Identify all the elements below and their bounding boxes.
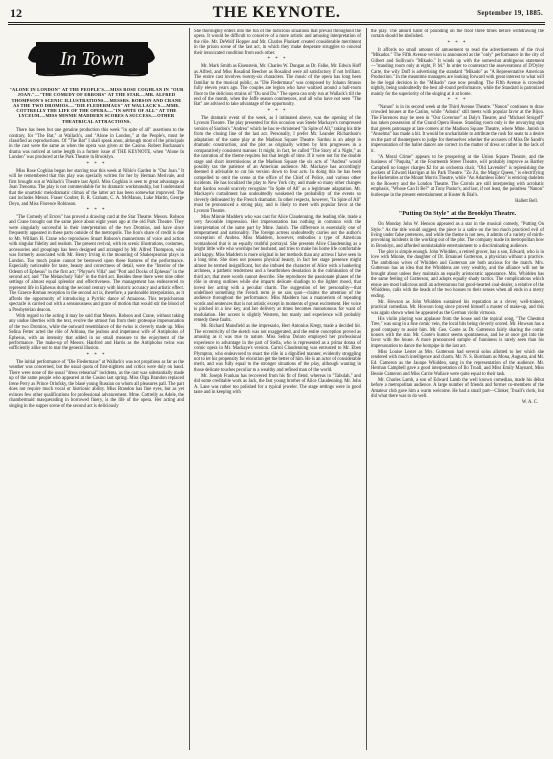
paragraph: It affords no small amount of amusement to read the advertisements of the rival "Mikados." The Fifth Avenue version is announced as the "only" performance in the city of Gilbert and Sullivan's "Mikado." It winds up with the somewhat ambiguous statement—"standing room only at eight, P. M." In order to counteract the asseverations of D'Oyley Carte, the wily Duff is advertising the standard "Mikado" as "A Representative American Production." In the meantime managers are looking forward with great interest to what will be the legal decision in the "Mikado" case now pending. The Fifth Avenue is crowded nightly, being undoubtedly the best all-round performance, while the Standard is patronized mainly for the superiority of the singing at it at home. — [371, 47, 544, 97]
paragraph: She thoroughly enters into the fun of the ludicrous situations that prevail throughout the opera. It would be difficult to conceive of a more artistic and amusing interpretation of the rôle. Mr. DeWolf Hopper and Mr. Charles Plunkett created considerable merriment in the prison scene of the last act, in which they make desperate struggles to conceal their intoxicated condition from each other. — [194, 29, 361, 56]
section-break: * * * — [86, 161, 107, 167]
section-break: * * * — [267, 57, 288, 63]
paragraph: Mr. Joseph Frankau has recovered from his fit of fiend, whereas in "Tabulah," and did some creditable work as Jack, the fast young brother of Alice Claudenning. Mr. John A. Lane was rather too polished for a typical jeweler. The stage settings were in good taste and in keeping with — [194, 373, 361, 396]
paragraph: the play. The absurd habit of pounding on the floor three times before withdrawing the curtain should be abolished. — [371, 29, 544, 40]
column-3 — [371, 29, 544, 750]
section-break: * * * — [447, 40, 468, 46]
section-break: * * * — [267, 108, 288, 114]
paragraph: "A Moral Crime" appears to be prospering at the Union Square Theatre, and the business of "Paquita," at the Fourteenth Street Theatre, will probably improve as Bartley Campbell no longer charges $2 for an orchestra chair. "Old Lavender" is replenishing the pockets of Edward Harrigan at his Park Theatre. "Zo Zo, the Magic Queen," is electrifying the Harlemites at the Mount Morris Theatre, while "An Adamless Eden" is enticing dudelets to the Bowery and the London Theatre. The Carrols are still interpreting with acrobatic emphasis, "Whose Can It Be?" at Tony Pastor's, and last, if not least, the pointless "Nanon" burlesque in the present entertainment at Koster & Bial's. — [371, 154, 544, 198]
svg-text:In Town: In Town — [59, 48, 125, 70]
masthead-title: THE KEYNOTE. — [212, 4, 341, 21]
paragraph: Mr. Richard Mansfield as the impresario, Herr Antonius Kregt, made a decided hit. The eccentricity of the sketch was not exaggerated, and the entire conception proved as amusing as it was true to nature. Miss Selina Dolaro employed her professional experience to advantage in the part of Stella, who is represented as a prima donna of comic opera in Mr. Mackaye's version. Carrol Claudenning was entrusted to Mr. Eben Plympton, who endeavored to enact the rôle in a dignified manner, evidently struggling not to let his propensity for elocution get the better of him. He is an actor of considerable merit, and was fully equal to the stronger situations of the play, although wanting in those delicate touches peculiar to a wealthy and refined man of the world. — [194, 324, 361, 373]
paragraph: His violin playing was applause from the house and the topical song, "The Chestnut Tree," was sung in a fine comic vein, the local hits being cleverly scored. Mr. Howson has a good company to assist him. Mr. Geo. Coote as Dr. Gutterson fairly sharing the comic honors with the star. Mr. Coote's humor seems spontaneous, and he at once got into the favor with the house. A more pronounced sample of funniness is rarely seen than his impersonation to dance the hornpipe in the last act. — [371, 316, 544, 349]
paragraph: Miss Rose Coghlan began her starring tour this week at Niblo's Garden in "Our Joan." It will be remembered that this play was specially written for her by Herman Merivale, and first brought out at Wallack's Theatre last April. Miss Coghlan is seen to great advantage as Joan Trenoma. The play is not commendable for its dramatic workmanship, but I understand that the unartistic melodramatic climax of the latter act has been somewhat improved. The cast includes Messrs. Fraser Coulter, B. R. Graham, C. A. McManus, Luke Martin, George Deyo, and Miss Florence Robinson. — [9, 168, 184, 207]
signature: W. A. C. — [521, 400, 538, 406]
paragraph: The dramatic event of the week, as I intimated above, was the opening of the Lyceum Theatre. The play presented for this occasion was Steele Mackaye's compressed version of Sardou's "Andrea" which he has re-christened "In Spite of All," taking his title from the closing line of the last act. Personally, I prefer Mr. Leander Richardson's adaptation of the same play at the Madison Square Theatre. Sardou is an adept in dramatic construction, and the plot as originally written by him progresses in a comparatively consistent manner. It might, in fact, be called "The Story of a Night," as the narration of the theme requires but that length of time. If it were not for the double stage and short intermissions at the Madison Square the six acts of "Andrea" would possibly tax the patience of an American audience. Mr. Mackaye has accordingly deemed it advisable to cut his version down to four acts. In doing this he has been compelled to omit the scene at the office of the Chief of Police, and various other incidents. He has localized the play to New York city, and made so many other changes that Sardou would scarcely recognize "In Spite of All" as a legitimate adaptation. Mr. Mackaye's curtailment has undoubtedly weakened the probability of the events so cleverly delineated by the French dramatist. In other respects, however, "In Spite of All" must be pronounced a strong play, and is likely to meet with popular favor at the Lyceum Theatre. — [194, 115, 361, 214]
issue-date: September 19, 1885. — [477, 9, 543, 17]
paragraph: There has been but one genuine production this week "in spite of all" assertions to the contrary, for "The Bat," at Wallack's, and "Alone in London," at the People's, must be classified as reproductions. Of "The Bat" I shall speak anon, although most of the principals in the cast were the same as when the opera was given at the Casino. Robert Buchanan's drama was noticed at some length in a former issue of THE KEYNOTE, when "Alone In London" was produced at the Park Theatre in Brooklyn. — [9, 128, 184, 161]
column-1 — [9, 84, 184, 750]
in-town-logo — [24, 38, 159, 78]
paragraph: Miss Louise Lester as Mrs. Gutterson had several solos allotted to her which she rendered with much intelligence and charm. Mr. N. S. Burnham as Mona, Augusta, and Mr. Ed. Cameron as the Jaunpe Whidden, sang in the representation of the audience. Mr. Herman Campbell gave a good interpretation of Ilo Troall, and Miss Emily Maynard, Miss Bessie Cameron and Miss Carrie Wallace were quite equal to their task. — [371, 349, 544, 377]
section-break: * * * — [86, 207, 107, 213]
paragraph: The initial performance of "Die Fledermaus" at Wallack's was not propitious as far as the weather was concerned, but the usual quota of first-nighters and critics were duly on hand. There were none of the usual "dress rehearsal" incidents, as the cast was substantially made up of the same people who appeared at the Casino last spring. Miss Olga Brandon replaced Irene Perry as Prince Orlofsky, the blasé young Russian on whom all pleasures pall. The part does not require much vocal or histrionic ability. Miss Brandon has fine eyes, but as yet evinces few other qualifications for professional advancement. Mme. Cottrelly as Adele, the chambermaid masquerading in borrowed finery, is the life of the opera. Her acting and singing in the supper scene of the second act is deliciously — [9, 359, 184, 409]
article-heading: "Putting On Style" at the Brooklyn Theatre. — [398, 210, 517, 218]
header-rule — [8, 22, 545, 23]
article-summary: "ALONE IN LONDON" AT THE PEOPLE'S.—MISS ROSE COGHLAN IN "OUR JOAN."—"THE COMEDY OF ERRORS" AT THE STAR.—MR. ALFRED THOMPSON'S SCENIC ILLUSTRATIONS.—MESSRS. ROBSON AND CRANE AS THE TWO DROMIOS.—"DIE FLEDERMAUS" AT WALLACK'S.—MME. COTTRELLY THE LIFE OF THE OPERA.—"IN SPITE OF ALL" AT THE LYCEUM.—MISS MINNIE MADDERN SCORES A SUCCESS.—OTHER THEATRICAL ATTRACTIONS. — [9, 87, 184, 124]
heading-rule — [441, 218, 475, 219]
section-break: * * * — [86, 352, 107, 358]
column-2 — [194, 29, 361, 750]
signature: Hallett Bell. — [515, 198, 538, 204]
paragraph: "The Comedy of Errors" has proved a drawing card at the Star Theatre. Messrs. Robson and Crane brought out the same piece about eight years ago at the old Park Theatre. They were singularly successful in their interpretation of the two Dromios, and have since frequently appeared in these parts outside of the metropolis. The lion's share of credit is due to Mr. William H. Crane who reproduces Stuart Robson's mannerisms of voice and action with singular fidelity and realism. The present revival, with its scenic illustrations, costumes, accessories and groupings has been designed and arranged by Mr. Alfred Thompson, who was formerly associated with Mr. Henry Irving in the mounting of Shakespearian plays in London. Too much praise cannot be bestowed upon these features of the performance. Especially noticeable for taste, beauty and correctness of detail, were the "Interior of the Odeum of Ephesus" in the first act; "Phryne's Villa" and "Port and Docks of Ephesus" in the second act; and "The Melancholy Vale" in the third act. Besides these there were nine other settings of almost equal splendor and effectiveness. The management has endeavored to represent life in Ephesus during the second century with historic accuracy and artistic effect. The Graeco-Roman reception in the second act is, therefore, a pardonable interpolation, as it affords the opportunity of introducing a Pyrrhic dance of Amazons. This terpsichorean spectacle is carried out with a sensuousness and grace of motion that would stir the blood of a Presbyterian deacon. — [9, 214, 184, 313]
paragraph: "Nanon" is in its second week at the Third Avenue Theatre. "Nanon" continues to draw crowded houses at the Casino, while "Adonis" still meets with popular favor at the Bijou. The Florences may be seen in "Our Governor" at Daly's Theatre, and "Michael Strogoff" has taken possession of the Grand Opera House. Standing room only is the unvarying sign that greets patronage at late comers at the Madison Square Theatre, where Mme. Janish in "Anselma" has made a hit. It would be uncharitable to attribute the rush for seats to a desire on the part of theatergoers to judge for themselves whether the accusers of Miss De Sandt's impersonation of the ballet dancer are correct in the matter of dress or rather in the lack of it. — [371, 104, 544, 154]
page-number: 12 — [10, 6, 22, 20]
section-break: * * * — [447, 97, 468, 103]
column-divider-2 — [366, 28, 367, 750]
paragraph: Mr. Mark Smith as Eisenstein, Mr. Charles W. Dungan as Dr. Falke, Mr. Edwin Hoff as Alfred, and Miss Rosalind Beecher as Rosalind were all satisfactory if not brilliant. The entire cast involves twenty-six characters. The music of the opera has long been familiar to the musical public, as "Die Fledermaus" was composed by Johann Strauss fully eleven years ago. The couples are legion who have waltzed around a ball-room floor to the delicious strains of "Du und Du." The opera can only run at Wallack's till the end of the month, when the Joffe season commences, and all who have not seen "The Bat" are advised to take advantage of the opportunity. — [194, 64, 361, 108]
header-rule-thin — [8, 24, 545, 25]
paragraph: Mr. Charles Lamb, a son of Edward Lamb the well known comedian, made his début before a metropolitan audience. A large number of friends and former co-members of the Amateur club gave him a warm welcome. He had a small part—Clinker, Troall's clerk, but did what there was to do well. — [371, 377, 544, 400]
paragraph: With regard to the acting it may be said that Messrs. Robson and Crane, without taking any undue liberties with the text, evolve the utmost fun from their grotesque impersonation of the two Dromios, while the outward resemblance of the twins is cleverly made up. Miss Selina Fetter acted the rôle of Adriana, the jealous and impetuous wife of Antipholus of Ephesus, with an intensity that added in no small measure to the enjoyment of the performance. The make-up of Messrs. Hanford and Harris as the Antipholus twins was sufficiently alike not to mar the general illusion. — [9, 313, 184, 352]
paragraph: Mr. Howson as John Whidden sustained his reputation as a clever, well-trained, practical comedian. Mr. Howson long since proved himself a master of make-up, and this was again shown when he appeared as the German violin virtuoso. — [371, 299, 544, 316]
page-header — [8, 6, 545, 22]
paragraph: On Monday John W. Henson appeared as a star in the musical comedy, "Putting On Style." As the title would suggest, the piece is a satire on the too much practiced evil of living under false pretences, and while the theme is not new, it admits of a variety of mirth-provoking incidents in the working out of the plot. The company made its metropolitan bow in Brooklyn, and afforded unmistakable entertainment to a discriminating audience. — [371, 222, 544, 249]
paragraph: The plot is simple enough. John Whidden, a retired grocer, has a son, Edward, who is in love with Minnie, the daughter of Dr. Emanuel Gutterson, a physician without a practice. The ambitious wives of Whidden and Gutterson are both anxious for the match. Mrs. Gutterson has an idea that the Whiddens are very wealthy, and the alliance will not be brought about unless they maintain an equally aristocratic appearance. Mrs. Whidden has the same feeling of Gutterson, and adopts equally shady tactics. The complications which ensue are most ludicrous until an adventurous but good-hearted coal-dealer, a relative of the Whiddens, calls with the heads of the two houses to their senses when all ends in a merry ending. — [371, 249, 544, 299]
column-divider-1 — [189, 28, 190, 750]
paragraph: Miss Minnie Maddern who was cast for Alice Claudenning, the leading rôle, made a very favorable impression. Her impersonation has nothing in common with the interpretation of the same part by Mme. Janish. The difference is essentially one of temperament and nationality. The foreign actress undoubtedly carries out the author's conception of Andrea. Miss Maddern, however, embodies a type of American womanhood that is an equally truthful portrayal. She presents Alice Claudenning as a bright little wife who worships her husband, and tries to make his home life comfortable and happy. Miss Maddern is more original in her methods than any actress I have seen in a long time. She does not possess physical beauty, in fact her stage presence might almost be termed insignificant, but she imbued the character of Alice with a hankering archness, a pathetic tenderness and a heartbroken desolation in the culmination of the third act, that mere words cannot describe. She reproduces the passionate phases of the rôle in strong outlines while she imparts delicate shadings to the lighter mood, that invest her acting with a peculiar charm. The suggestion of her personality—that undefined something the French term je ne sais quoi—claims the attention of the audience throughout the performance. Miss Maddern has a mannerism of repeating words and sentences that is not artistic except in moments of great excitement. Her voice is pitched in a low key, and her delivery at times becomes monotonous for want of modulation. Her accent is slightly Western, but manly and experience will probably remedy these faults. — [194, 214, 361, 324]
